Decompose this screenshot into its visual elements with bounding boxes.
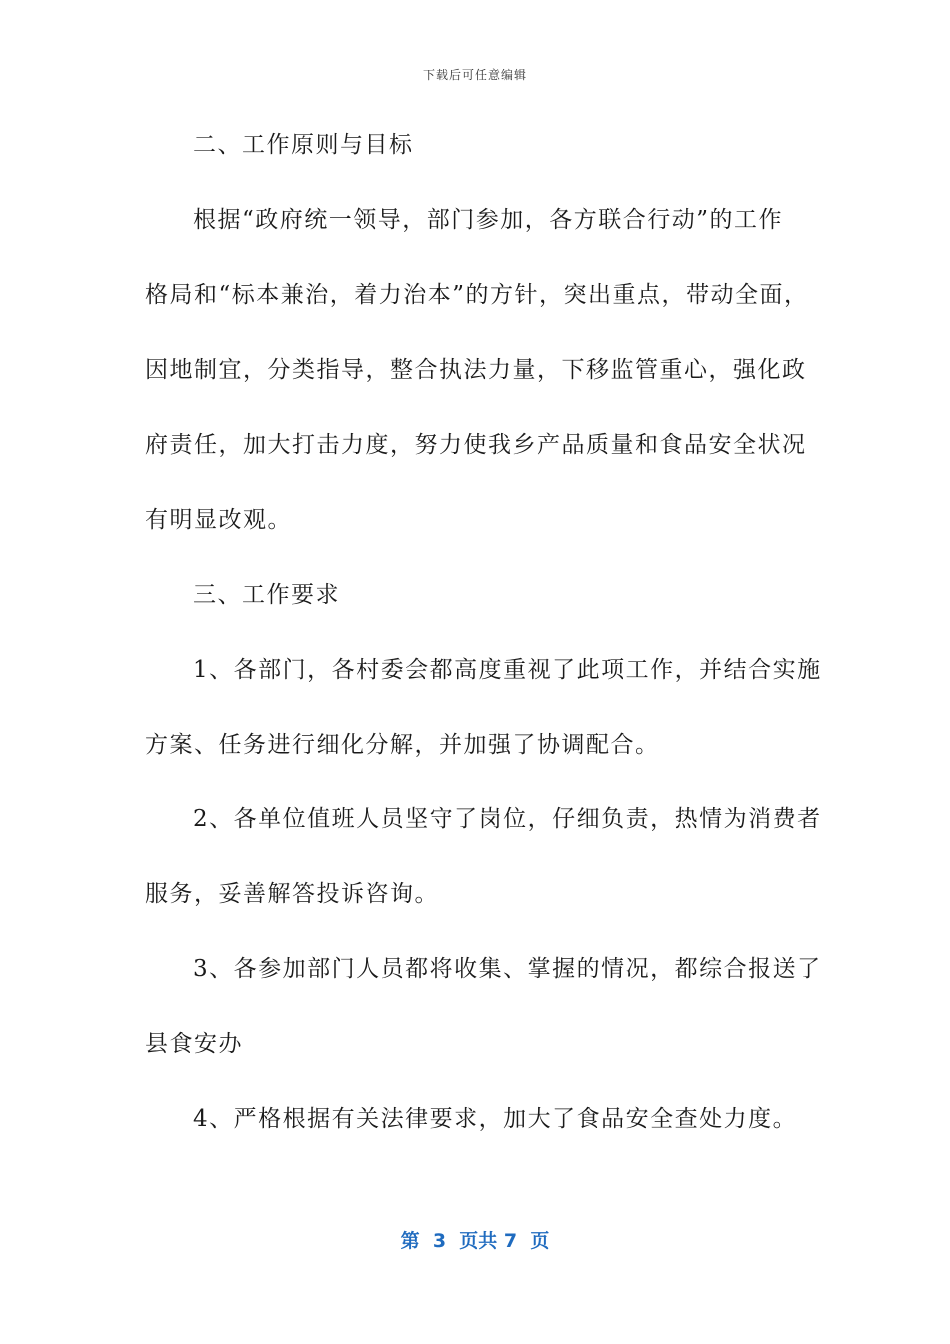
page-number-footer: 第 3 页共 7 页: [400, 1230, 550, 1252]
paragraph-line: 有明显改观。: [145, 507, 292, 533]
list-item-line: 2、各单位值班人员坚守了岗位，仔细负责，热情为消费者: [193, 806, 822, 832]
list-item-line: 4、严格根据有关法律要求，加大了食品安全查处力度。: [193, 1106, 798, 1132]
paragraph-line: 府责任，加大打击力度，努力使我乡产品质量和食品安全状况: [145, 432, 807, 458]
section-heading-requirements: 三、工作要求: [193, 582, 340, 608]
section-heading-principles: 二、工作原则与目标: [193, 132, 414, 158]
list-item-line: 方案、任务进行细化分解，并加强了协调配合。: [145, 732, 660, 758]
list-item-line: 县食安办: [145, 1031, 243, 1057]
list-item-line: 1、各部门，各村委会都高度重视了此项工作，并结合实施: [193, 657, 822, 683]
paragraph-line: 根据“政府统一领导，部门参加，各方联合行动”的工作: [193, 207, 784, 233]
paragraph-line: 因地制宜，分类指导，整合执法力量，下移监管重心，强化政: [145, 357, 807, 383]
paragraph-line: 格局和“标本兼治，着力治本”的方针，突出重点，带动全面，: [145, 282, 809, 308]
list-item-line: 服务，妥善解答投诉咨询。: [145, 881, 439, 907]
header-note: 下载后可任意编辑: [422, 68, 527, 82]
list-item-line: 3、各参加部门人员都将收集、掌握的情况，都综合报送了: [193, 956, 822, 982]
